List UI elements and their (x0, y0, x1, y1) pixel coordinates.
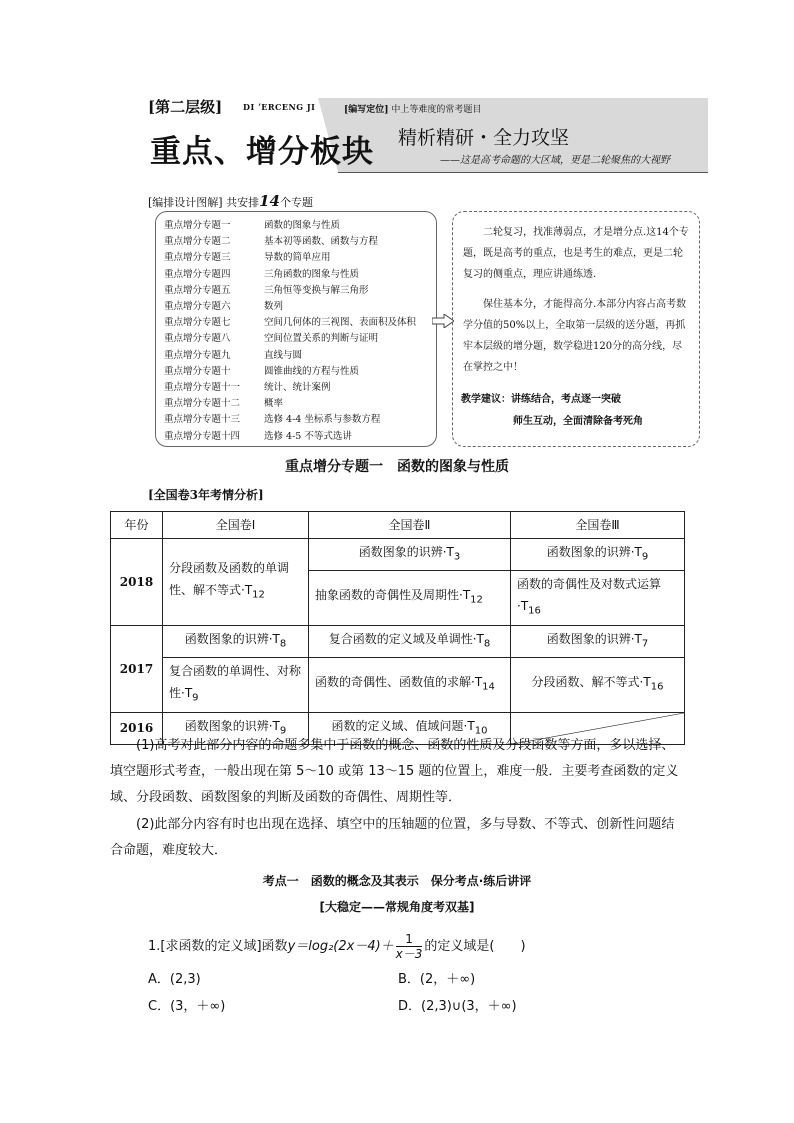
topic-list-item: 重点增分专题七 空间几何体的三视图、表面积及体积 (164, 317, 417, 329)
table-cell: 函数的定义域、值域问题$\cdot T_{10}$ (309, 712, 511, 744)
review-paragraph-2: 保住基本分，才能得高分.本部分内容占高考数学分值的50%以上，全取第一层级的送分题，再抓牢本层级的增分题，数学稳进120分的高分线，尽在掌控之中！ (463, 299, 687, 373)
analysis-paragraph-2: (2)此部分内容有时也出现在选择、填空中的压轴题的位置，多与导数、不等式、创新性问题结合命题，难度较大． (110, 817, 675, 858)
header-paper-3: 全国卷Ⅲ (511, 512, 685, 539)
table-row (111, 658, 685, 712)
topic-list-item: 重点增分专题十四 选修 4-5 不等式选讲 (164, 430, 352, 442)
design-count-prefix: 共安排 (226, 196, 260, 209)
topic-list-item: 重点增分专题五 三角恒等变换与解三角形 (164, 284, 369, 296)
design-overview-title (148, 192, 313, 210)
table-cell: 复合函数的定义域及单调性$\cdot T_8$ (309, 625, 511, 657)
topic-list-item: 重点增分专题十二 概率 (164, 398, 284, 410)
topic-list-item: 重点增分专题八 空间位置关系的判断与证明 (164, 333, 379, 345)
fraction: $\frac{1}{x-3}$ (395, 932, 423, 961)
table-cell: 分段函数、解不等式$\cdot T_{16}$ (511, 658, 685, 712)
table-cell: 函数图象的识辨$\cdot T_9$ (511, 539, 685, 571)
topic-list-item: 重点增分专题十一 统计、统计案例 (164, 382, 331, 393)
topic-list-item: 重点增分专题四 三角函数的图象与性质 (164, 268, 360, 280)
level-pinyin: DI ʼERCENG JI (243, 102, 316, 112)
table-row (111, 625, 685, 657)
topic-list-box (155, 211, 437, 447)
design-count-suffix: 个专题 (279, 196, 313, 209)
topic-list-item: 重点增分专题十 圆锥曲线的方程与性质 (164, 365, 360, 377)
table-header-row (111, 512, 685, 539)
header-paper-2: 全国卷Ⅱ (309, 512, 511, 539)
table-cell: 函数的奇偶性及对数式运算$\cdot T_{16}$ (511, 571, 685, 625)
question-prefix: 1.[求函数的定义域]函数 (148, 939, 288, 954)
table-cell: 函数图象的识辨$\cdot T_3$ (309, 539, 511, 571)
year-cell: 2018 (111, 539, 163, 626)
topic-list-item: 重点增分专题二 基本初等函数、函数与方程 (164, 236, 379, 248)
position-text: 中上等难度的常考题目 (391, 105, 482, 115)
kaodian-heading: 考点一 函数的概念及其表示 保分考点·练后讲评 (262, 874, 532, 888)
year-cell: 2016 (111, 712, 163, 744)
topic-heading: 重点增分专题一 函数的图象与性质 (285, 459, 509, 475)
teaching-advice-2: 师生互动，全面清除备考死角 (513, 416, 643, 427)
option-d[interactable]: D．(2,3)∪(3，＋∞) (398, 999, 517, 1014)
exam-analysis-label: [全国卷3年考情分析] (148, 488, 264, 502)
option-b[interactable]: B．(2，＋∞) (398, 972, 476, 987)
question-1 (148, 932, 526, 961)
option-c[interactable]: C．(3，＋∞) (148, 999, 226, 1014)
slogan: 精析精研・全力攻坚 (398, 127, 570, 149)
table-cell: 函数图象的识辨$\cdot T_8$ (163, 625, 309, 657)
topic-list-item: 重点增分专题三 导数的简单应用 (164, 252, 331, 264)
main-title: 重点、增分板块 (150, 134, 374, 170)
position-tag: [编写定位] (344, 105, 389, 115)
topic-list-item: 重点增分专题六 数列 (164, 301, 284, 312)
header-paper-1: 全国卷Ⅰ (163, 512, 309, 539)
table-cell: 函数图象的识辨$\cdot T_7$ (511, 625, 685, 657)
design-label: [编排设计图解] (148, 196, 223, 209)
level-label: [第二层级] (148, 98, 223, 116)
table-cell: 分段函数及函数的单调性、解不等式$\cdot T_{12}$ (163, 539, 309, 626)
topic-list-item: 重点增分专题十三 选修 4-4 坐标系与参数方程 (164, 414, 381, 426)
subslogan: ——这是高考命题的大区域，更是二轮聚焦的大视野 (440, 155, 670, 166)
exam-analysis-table (110, 511, 685, 745)
header-year: 年份 (111, 512, 163, 539)
review-paragraph-1: 二轮复习，找准薄弱点，才是增分点.这14个专题，既是高考的重点，也是考生的难点，更是二轮复习的侧重点，理应讲通练透. (463, 227, 689, 280)
table-cell: 复合函数的单调性、对称性$\cdot T_9$ (163, 658, 309, 712)
topic-list-item: 重点增分专题一 函数的图象与性质 (164, 220, 341, 231)
position-note (344, 102, 481, 115)
review-advice-box (452, 211, 700, 447)
option-a[interactable]: A．(2,3) (148, 972, 201, 987)
year-cell: 2017 (111, 625, 163, 712)
analysis-paragraph-1: (1)高考对此部分内容的命题多集中于函数的概念、函数的性质及分段函数等方面，多以选择、填空题形式考查，一般出现在第 5～10 或第 13～15 题的位置上，难度一般．主要考查函数的定义域、分段函数、函数图象的判断及函数的奇偶性、周期性等． (110, 738, 679, 805)
header-divider (338, 172, 708, 173)
question-suffix: 的定义域是( ) (424, 939, 526, 954)
teaching-advice-1: 教学建议：讲练结合，考点逐一突破 (461, 394, 621, 405)
table-cell: 函数图象的识辨$\cdot T_9$ (163, 712, 309, 744)
table-row (111, 539, 685, 571)
design-count: 14 (259, 192, 280, 210)
section-subheading: [大稳定——常规角度考双基] (319, 900, 475, 914)
topic-list-item: 重点增分专题九 直线与圆 (164, 349, 303, 361)
table-cell: 函数的奇偶性、函数值的求解$\cdot T_{14}$ (309, 658, 511, 712)
question-formula: y＝log₂(2x－4)＋ (287, 939, 394, 954)
table-cell: 抽象函数的奇偶性及周期性$\cdot T_{12}$ (309, 571, 511, 625)
arrow-right-icon (432, 314, 454, 328)
